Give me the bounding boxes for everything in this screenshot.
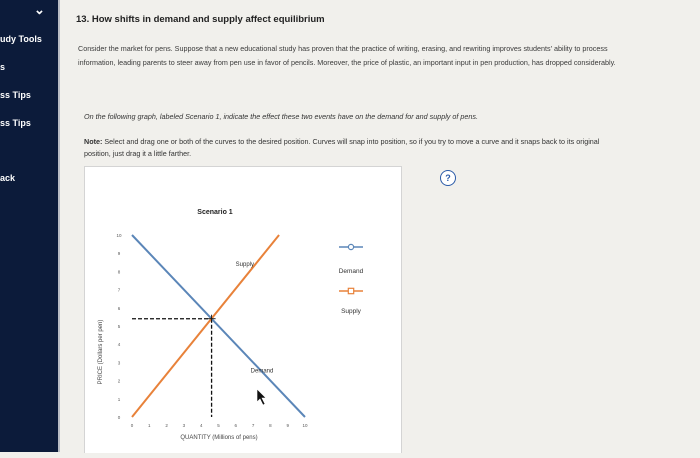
y-tick-label: 5 bbox=[117, 324, 121, 329]
sidebar-item-tips-1[interactable]: ss Tips bbox=[0, 90, 31, 100]
legend-supply-marker-icon[interactable] bbox=[348, 288, 353, 293]
demand-curve-label: Demand bbox=[250, 368, 274, 375]
demand-curve[interactable] bbox=[132, 235, 305, 417]
y-tick-label: 8 bbox=[117, 269, 121, 275]
help-icon[interactable]: ? bbox=[440, 170, 456, 186]
sidebar bbox=[0, 0, 60, 452]
x-axis-label: QUANTITY (Millions of pens) bbox=[180, 435, 258, 441]
y-tick-label: 4 bbox=[117, 342, 121, 348]
x-tick-label: 2 bbox=[165, 423, 168, 428]
y-tick-label: 7 bbox=[117, 287, 121, 293]
sidebar-item-study-tools[interactable]: udy Tools bbox=[0, 34, 42, 44]
supply-curve-label: Supply bbox=[235, 261, 255, 268]
question-paragraph: Consider the market for pens. Suppose that a new educational study has proven that the practice of writing, erasing, and rewriting improves students' ability to process information, leading parents to steer away from pen use in favor of pencils. Moreover, the price of plastic, an important input in pen production, has dropped considerably. bbox=[78, 44, 616, 67]
y-tick-label: 0 bbox=[117, 415, 121, 420]
note-text: Select and drag one or both of the curves to the desired position. Curves will snap into position, so if you try to move a curve and it snaps back to its original position, just drag it a little farther. bbox=[84, 137, 600, 158]
sidebar-item-tips-2[interactable]: ss Tips bbox=[0, 118, 31, 128]
legend-supply-label: Supply bbox=[341, 308, 361, 315]
legend bbox=[339, 244, 364, 315]
y-tick-label: 9 bbox=[117, 251, 121, 257]
x-tick-label: 0 bbox=[130, 423, 134, 428]
question-note bbox=[84, 136, 624, 160]
question-title: 13. How shifts in demand and supply affect equilibrium bbox=[76, 14, 325, 25]
x-tick-label: 9 bbox=[286, 423, 289, 428]
x-tick-label: 8 bbox=[269, 423, 272, 428]
sidebar-item-s[interactable]: s bbox=[0, 62, 6, 72]
x-tick-label: 4 bbox=[199, 423, 203, 428]
question-instruction: On the following graph, labeled Scenario 1, indicate the effect these two events have on the demand for and supply of pens. bbox=[84, 112, 478, 121]
x-tick-label: 3 bbox=[182, 423, 186, 428]
legend-demand-label: Demand bbox=[338, 268, 364, 275]
x-tick-label: 10 bbox=[302, 423, 308, 428]
scenario-chart bbox=[85, 167, 401, 453]
x-tick-label: 6 bbox=[234, 423, 238, 428]
y-tick-label: 2 bbox=[117, 378, 121, 384]
y-tick-label: 10 bbox=[116, 233, 122, 238]
mouse-cursor-icon bbox=[257, 389, 266, 405]
legend-demand-marker-icon[interactable] bbox=[348, 244, 353, 249]
note-label: Note: bbox=[84, 137, 103, 146]
chevron-down-icon[interactable]: ⌄ bbox=[34, 2, 45, 17]
y-tick-label: 3 bbox=[117, 360, 121, 366]
y-axis-label: PRICE (Dollars per pen) bbox=[98, 319, 104, 385]
x-tick-label: 7 bbox=[251, 423, 255, 428]
chart-title: Scenario 1 bbox=[197, 209, 233, 216]
main-content bbox=[60, 0, 700, 452]
x-tick-label: 5 bbox=[217, 423, 220, 428]
graph-panel bbox=[84, 166, 402, 453]
sidebar-item-back[interactable]: ack bbox=[0, 173, 16, 183]
y-tick-label: 1 bbox=[117, 396, 121, 402]
y-tick-label: 6 bbox=[117, 305, 121, 311]
x-tick-label: 1 bbox=[148, 423, 151, 428]
